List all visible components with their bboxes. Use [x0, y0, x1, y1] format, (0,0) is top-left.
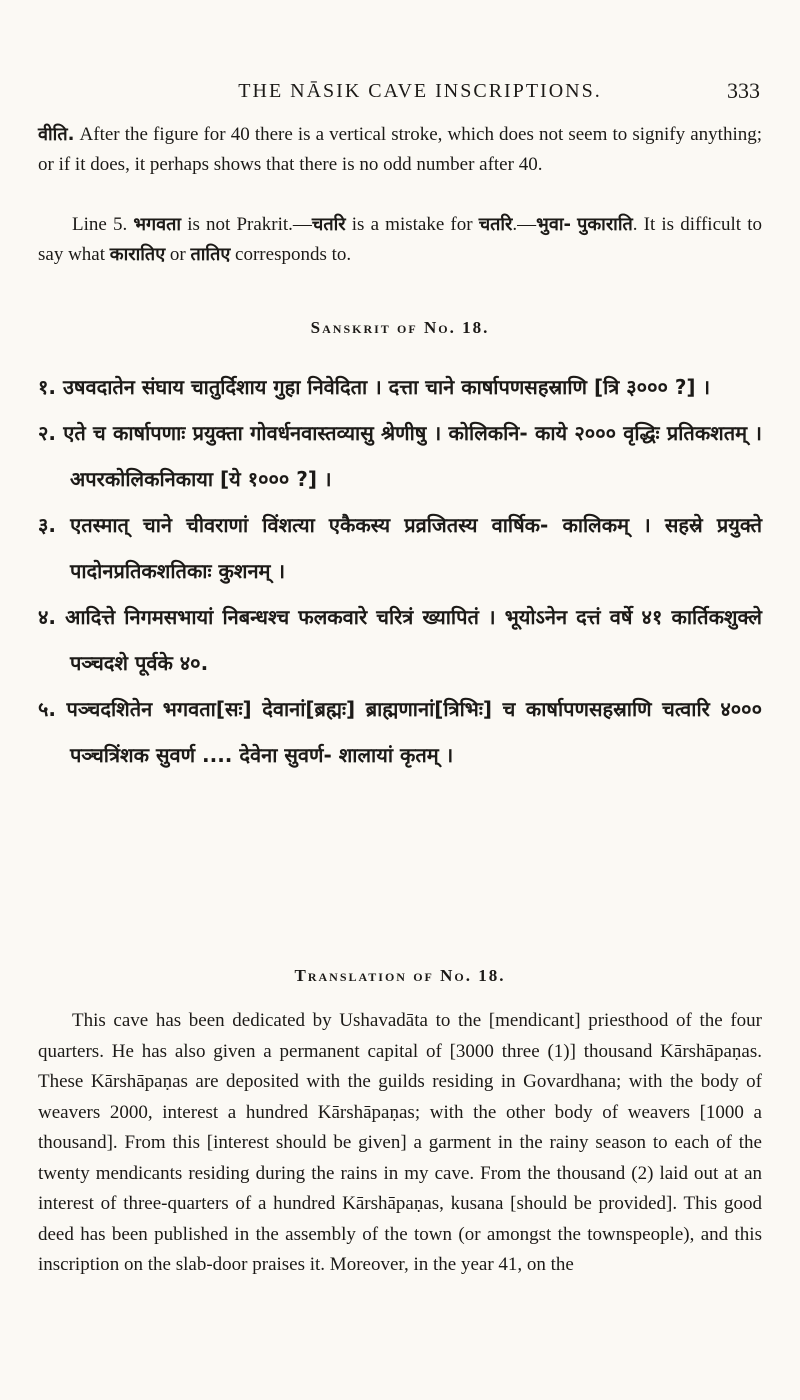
note-text: corresponds to.: [230, 244, 352, 265]
devanagari-term: तातिए: [190, 244, 231, 265]
line-reference: Line 5.: [72, 214, 128, 235]
note-text: . It is difficult to say what: [38, 214, 762, 265]
note-paragraph-2: [38, 210, 762, 270]
sanskrit-text: [38, 364, 762, 778]
devanagari-term: चतरि: [311, 214, 346, 235]
devanagari-term: चतरि: [478, 214, 513, 235]
page-number: 333: [727, 78, 760, 103]
devanagari-term: भुवा-: [536, 214, 571, 235]
devanagari-term: कारातिए: [109, 244, 166, 265]
translation-heading: Translation of No. 18.: [294, 966, 506, 985]
note-text: is not Prakrit.—: [181, 214, 312, 235]
sanskrit-line-5: ५. पञ्चदशितेन भगवता[सः] देवानां[ब्रह्मः] ब्राह्मणानां[त्रिभिः] च कार्षापणसहस्राणि चत्वारि ४००० पञ्चत्रिंशक सुवर्ण .... देवेना सुवर्ण- शालायां कृतम् ।: [38, 697, 762, 767]
sanskrit-line-1: १. उषवदातेन संघाय चातुर्दिशाय गुहा निवेदिता । दत्ता चाने कार्षापणसहस्राणि [त्रि ३००० ?] ।: [38, 375, 711, 399]
devanagari-term: पुकाराति: [577, 214, 633, 235]
sanskrit-line-2: २. एते च कार्षापणाः प्रयुक्ता गोवर्धनवास्तव्यासु श्रेणीषु । कोलिकनि- काये २००० वृद्धिः प्रतिकशतम् । अपरकोलिकनिकाया [ये १००० ?] ।: [38, 421, 762, 491]
note-text: After the figure for 40 there is a vertical stroke, which does not seem to signify anything; or if it does, it perhaps shows that there is no odd number after 40.: [38, 124, 762, 175]
sanskrit-line-4: ४. आदित्ते निगमसभायां निबन्धश्च फलकवारे चरित्रं ख्यापितं । भूयोऽनेन दत्तं वर्षे ४१ कार्तिकशुक्ले पञ्चदशे पूर्वके ४०.: [38, 605, 762, 675]
sanskrit-heading: Sanskrit of No. 18.: [310, 318, 490, 337]
note-text: or: [165, 244, 191, 265]
devanagari-term: वीति.: [38, 124, 75, 145]
running-title: THE NĀSIK CAVE INSCRIPTIONS.: [238, 80, 602, 102]
translation-paragraph: This cave has been dedicated by Ushavadāta to the [mendicant] priesthood of the four quarters. He has also given a permanent capital of [3000 three (1)] thousand Kārshāpaṇas. These Kārshāpaṇas are deposited with the guilds residing in Govardhana; with the body of weavers 2000, interest a hundred Kārshāpaṇas; with the other body of weavers [1000 a thousand]. From this [interest should be given] a garment in the rainy season to each of the twenty mendicants residing during the rains in my cave. From the thousand (2) laid out at an interest of three-quarters of a hundred Kārshāpaṇas, kusana [should be provided]. This good deed has been published in the assembly of the town (or amongst the townspeople), and this inscription on the slab-door praises it. Moreover, in the year 41, on the: [38, 1010, 762, 1275]
note-paragraph-1: [38, 120, 762, 180]
note-text: is a mistake for: [345, 214, 479, 235]
devanagari-term: भगवता: [133, 214, 182, 235]
sanskrit-line-3: ३. एतस्मात् चाने चीवराणां विंशत्या एकैकस्य प्रव्रजितस्य वार्षिक- कालिकम् । सहस्रे प्रयुक्ते पादोनप्रतिकशतिकाः कुशनम् ।: [38, 513, 762, 583]
note-text: .—: [512, 214, 537, 235]
